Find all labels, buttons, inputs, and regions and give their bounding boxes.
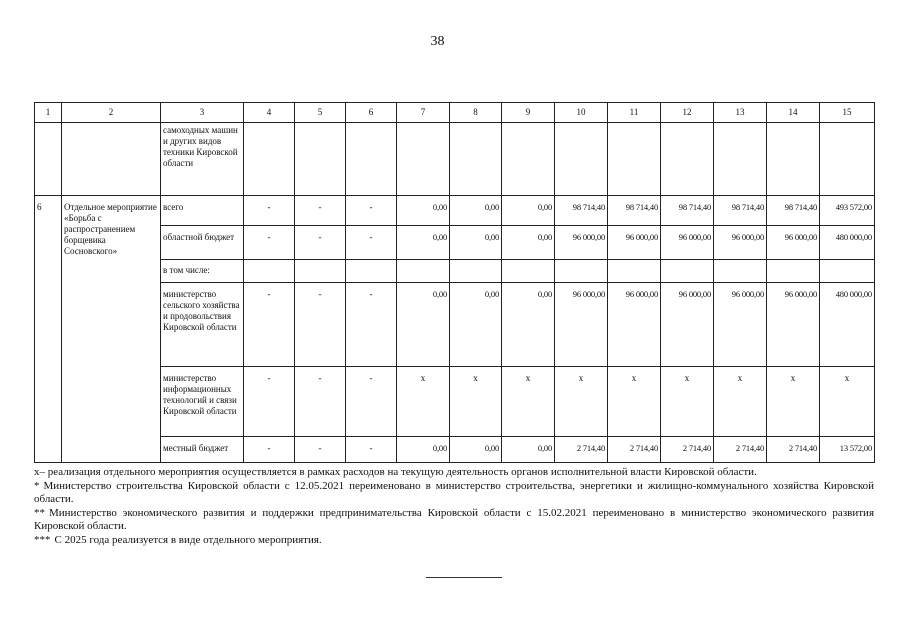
header-cell: 12 bbox=[661, 103, 714, 123]
footnotes bbox=[34, 466, 874, 547]
table-cell: 0,00 bbox=[450, 283, 502, 367]
table-row bbox=[35, 260, 875, 283]
footnote-symbol: х bbox=[34, 466, 40, 478]
header-cell: 7 bbox=[397, 103, 450, 123]
table-cell: x bbox=[661, 367, 714, 437]
footnote bbox=[34, 534, 874, 548]
table-cell: 2 714,40 bbox=[661, 437, 714, 463]
footnote-symbol: * bbox=[34, 479, 40, 492]
header-cell: 3 bbox=[161, 103, 244, 123]
table-cell: - bbox=[295, 283, 346, 367]
page-number: 38 bbox=[430, 34, 445, 49]
table-cell: - bbox=[244, 437, 295, 463]
table-cell: 96 000,00 bbox=[714, 283, 767, 367]
header-cell: 14 bbox=[767, 103, 820, 123]
table-cell: 480 000,00 bbox=[820, 283, 875, 367]
footnote-symbol: ** bbox=[34, 506, 45, 519]
table-cell: - bbox=[244, 367, 295, 437]
table-cell: x bbox=[820, 367, 875, 437]
footnote bbox=[34, 480, 874, 507]
table-cell: 0,00 bbox=[397, 226, 450, 260]
table-row bbox=[35, 226, 875, 260]
header-cell: 4 bbox=[244, 103, 295, 123]
table-cell: - bbox=[295, 367, 346, 437]
table-cell: 98 714,40 bbox=[661, 196, 714, 226]
table-cell: - bbox=[346, 437, 397, 463]
table-cell: - bbox=[295, 437, 346, 463]
table-cell: 98 714,40 bbox=[714, 196, 767, 226]
header-cell: 15 bbox=[820, 103, 875, 123]
table-cell: 2 714,40 bbox=[555, 437, 608, 463]
header-cell: 8 bbox=[450, 103, 502, 123]
table-row bbox=[35, 367, 875, 437]
table-cell: x bbox=[502, 367, 555, 437]
row-label: министерство информационных технологий и связи Кировской области bbox=[161, 367, 244, 437]
footnote bbox=[34, 466, 874, 480]
header-cell: 1 bbox=[35, 103, 62, 123]
table-cell: 96 000,00 bbox=[555, 226, 608, 260]
row-label: в том числе: bbox=[161, 260, 244, 283]
table-cell: 96 000,00 bbox=[555, 283, 608, 367]
financing-table bbox=[34, 102, 875, 463]
table-cell: 0,00 bbox=[502, 437, 555, 463]
table-cell: - bbox=[244, 196, 295, 226]
table-cell: 96 000,00 bbox=[608, 283, 661, 367]
table-header-row bbox=[35, 103, 875, 123]
table-cell: 480 000,00 bbox=[820, 226, 875, 260]
header-cell: 13 bbox=[714, 103, 767, 123]
table-cell: 96 000,00 bbox=[714, 226, 767, 260]
table-row bbox=[35, 283, 875, 367]
table-cell: 96 000,00 bbox=[661, 226, 714, 260]
row-number: 6 bbox=[35, 196, 62, 463]
table-cell: 0,00 bbox=[502, 226, 555, 260]
row-label: министерство сельского хозяйства и продовольствия Кировской области bbox=[161, 283, 244, 367]
row-label: областной бюджет bbox=[161, 226, 244, 260]
table-cell: - bbox=[346, 196, 397, 226]
footnote bbox=[34, 507, 874, 534]
header-cell: 2 bbox=[62, 103, 161, 123]
table-cell: 2 714,40 bbox=[767, 437, 820, 463]
table-cell: 98 714,40 bbox=[767, 196, 820, 226]
table-cell: - bbox=[244, 283, 295, 367]
table-cell: 0,00 bbox=[397, 196, 450, 226]
table-cell: 2 714,40 bbox=[714, 437, 767, 463]
table-cell: x bbox=[714, 367, 767, 437]
header-cell: 6 bbox=[346, 103, 397, 123]
row-label: местный бюджет bbox=[161, 437, 244, 463]
table-cell: 13 572,00 bbox=[820, 437, 875, 463]
section-divider bbox=[426, 577, 502, 578]
header-cell: 9 bbox=[502, 103, 555, 123]
table-cell: 0,00 bbox=[450, 196, 502, 226]
table-cell: 0,00 bbox=[450, 437, 502, 463]
table-cell: - bbox=[295, 196, 346, 226]
table-cell: x bbox=[397, 367, 450, 437]
table-cell: x bbox=[608, 367, 661, 437]
table-cell: 96 000,00 bbox=[767, 226, 820, 260]
row-label: всего bbox=[161, 196, 244, 226]
table-cell: - bbox=[346, 367, 397, 437]
table-cell: x bbox=[767, 367, 820, 437]
table-cell: 0,00 bbox=[397, 283, 450, 367]
table-cell: 0,00 bbox=[502, 283, 555, 367]
table-cell: - bbox=[346, 283, 397, 367]
table-row bbox=[35, 123, 875, 196]
table-cell: 98 714,40 bbox=[555, 196, 608, 226]
footnote-symbol: *** bbox=[34, 533, 51, 546]
header-cell: 11 bbox=[608, 103, 661, 123]
table-cell: 96 000,00 bbox=[608, 226, 661, 260]
footnote-text: Министерство строительства Кировской области с 12.05.2021 переименовано в министерство строительства, энергетики и жилищно-коммунального хозяйства Кировской области. bbox=[34, 479, 874, 505]
event-name: Отдельное мероприятие «Борьба с распространением борщевика Сосновского» bbox=[62, 196, 161, 463]
table-cell: 0,00 bbox=[397, 437, 450, 463]
table-cell: - bbox=[346, 226, 397, 260]
table-cell: - bbox=[295, 226, 346, 260]
table-cell: 0,00 bbox=[450, 226, 502, 260]
table-cell: x bbox=[555, 367, 608, 437]
table-cell: x bbox=[450, 367, 502, 437]
table-row bbox=[35, 437, 875, 463]
footnote-text: Министерство экономического развития и поддержки предпринимательства Кировской области с 15.02.2021 переименовано в министерство экономического развития Кировской области. bbox=[34, 506, 874, 532]
table-row bbox=[35, 196, 875, 226]
table-cell: 0,00 bbox=[502, 196, 555, 226]
table-cell: 493 572,00 bbox=[820, 196, 875, 226]
table-cell: 96 000,00 bbox=[661, 283, 714, 367]
continued-label: самоходных машин и других видов техники Кировской области bbox=[161, 123, 244, 196]
footnote-text: С 2025 года реализуется в виде отдельного мероприятия. bbox=[54, 533, 322, 546]
header-cell: 10 bbox=[555, 103, 608, 123]
footnote-text: – реализация отдельного мероприятия осуществляется в рамках расходов на текущую деятельность органов исполнительной власти Кировской области. bbox=[39, 466, 757, 478]
table-cell: 96 000,00 bbox=[767, 283, 820, 367]
table-cell: 2 714,40 bbox=[608, 437, 661, 463]
table-cell: - bbox=[244, 226, 295, 260]
header-cell: 5 bbox=[295, 103, 346, 123]
table-cell: 98 714,40 bbox=[608, 196, 661, 226]
